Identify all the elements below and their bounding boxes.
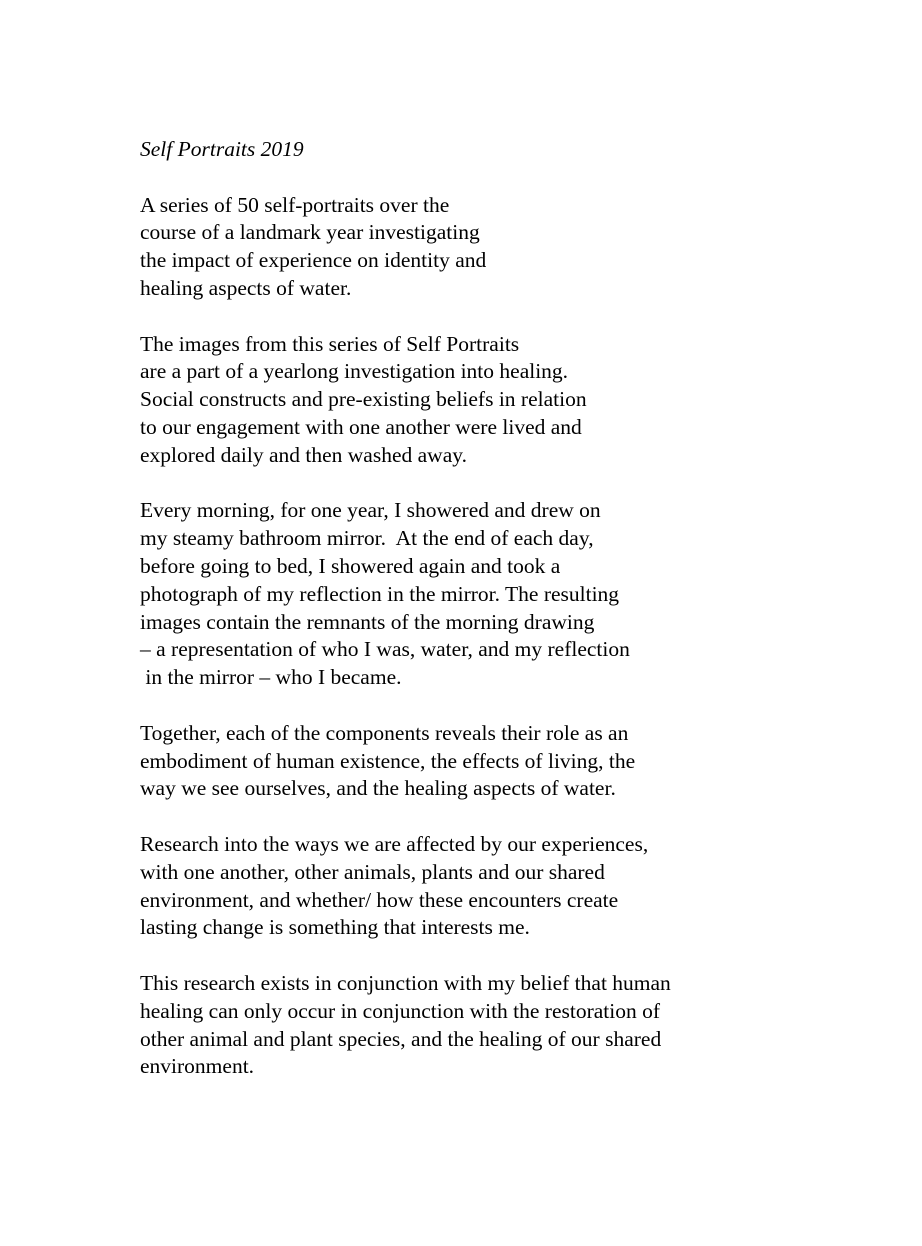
text-line: images contain the remnants of the morning drawing — [140, 609, 595, 634]
text-line: to our engagement with one another were lived and — [140, 414, 582, 439]
paragraph-belief — [140, 970, 840, 1081]
text-line: other animal and plant species, and the healing of our shared — [140, 1026, 662, 1051]
text-line: lasting change is something that interests me. — [140, 915, 530, 940]
text-line: my steamy bathroom mirror. At the end of each day, — [140, 526, 594, 551]
paragraph-process — [140, 497, 840, 692]
text-line: Research into the ways we are affected by our experiences, — [140, 831, 649, 856]
text-line: Every morning, for one year, I showered and drew on — [140, 498, 601, 523]
text-line: environment. — [140, 1054, 255, 1079]
text-line: healing can only occur in conjunction with the restoration of — [140, 998, 661, 1023]
text-line: embodiment of human existence, the effects of living, the — [140, 748, 636, 773]
paragraph-research — [140, 831, 840, 942]
text-line: The images from this series of Self Portraits — [140, 331, 520, 356]
text-line: the impact of experience on identity and — [140, 248, 487, 273]
text-line: A series of 50 self-portraits over the — [140, 192, 450, 217]
document-title: Self Portraits 2019 — [140, 137, 304, 161]
text-line: Social constructs and pre-existing beliefs in relation — [140, 387, 587, 412]
paragraph-intro — [140, 192, 840, 303]
text-line: explored daily and then washed away. — [140, 442, 467, 467]
text-line: are a part of a yearlong investigation into healing. — [140, 359, 569, 384]
text-line: before going to bed, I showered again and took a — [140, 553, 561, 578]
text-line: photograph of my reflection in the mirror. The resulting — [140, 581, 620, 606]
text-line: environment, and whether/ how these encounters create — [140, 887, 619, 912]
text-line: in the mirror – who I became. — [140, 665, 402, 690]
text-line: This research exists in conjunction with my belief that human — [140, 970, 671, 995]
text-line: way we see ourselves, and the healing aspects of water. — [140, 776, 616, 801]
text-line: Together, each of the components reveals their role as an — [140, 720, 629, 745]
text-line: healing aspects of water. — [140, 275, 352, 300]
document-body — [140, 136, 840, 1109]
paragraph-images — [140, 331, 840, 470]
paragraph-components — [140, 720, 840, 803]
text-line: with one another, other animals, plants and our shared — [140, 859, 605, 884]
text-line: course of a landmark year investigating — [140, 220, 480, 245]
text-line: – a representation of who I was, water, and my reflection — [140, 637, 630, 662]
